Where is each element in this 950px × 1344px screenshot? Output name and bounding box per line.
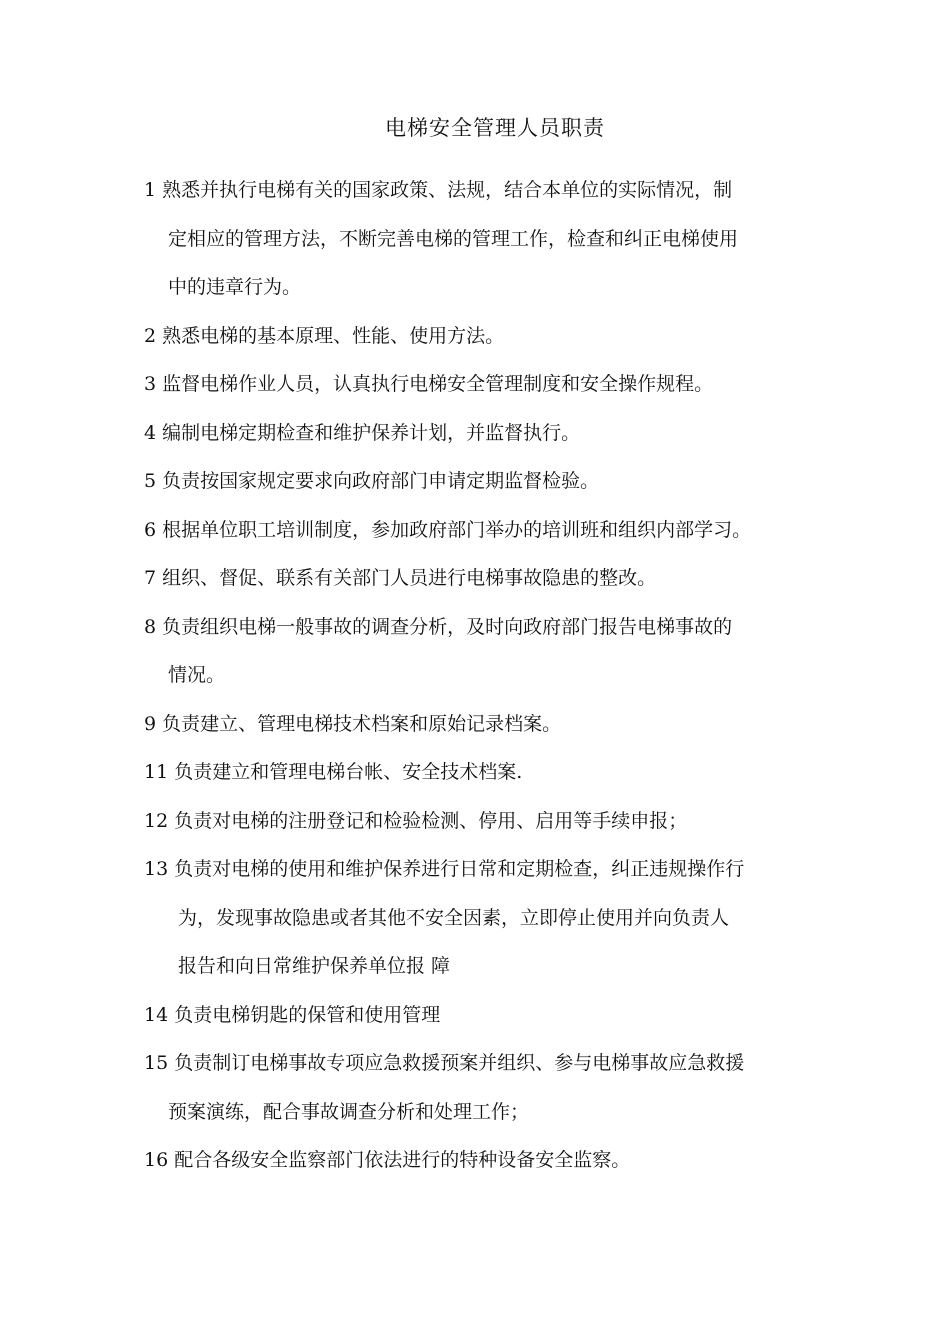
duty-item-13-line-2: 为，发现事故隐患或者其他不安全因素，立即停止使用并向负责人 <box>178 906 730 929</box>
duty-item-1-line-2: 定相应的管理方法，不断完善电梯的管理工作，检查和纠正电梯使用 <box>168 227 739 250</box>
duty-item-15 <box>144 1039 844 1136</box>
duty-item-14 <box>144 991 844 1040</box>
duty-item-13 <box>144 845 844 991</box>
duty-item-11-line-1: 11 负责建立和管理电梯台帐、安全技术档案. <box>144 761 523 783</box>
duty-item-3 <box>144 360 844 409</box>
duty-item-8 <box>144 603 844 700</box>
duty-item-13-line-1: 13 负责对电梯的使用和维护保养进行日常和定期检查，纠正违规操作行 <box>144 858 745 880</box>
duty-item-2 <box>144 312 844 361</box>
duty-item-4 <box>144 409 844 458</box>
duty-list <box>144 166 844 1185</box>
duty-item-12-line-1: 12 负责对电梯的注册登记和检验检测、停用、启用等手续申报； <box>144 809 688 832</box>
duty-item-2-line-1: 2 熟悉电梯的基本原理、性能、使用方法。 <box>144 324 505 347</box>
duty-item-15-line-2: 预案演练，配合事故调查分析和处理工作； <box>168 1100 530 1123</box>
duty-item-12 <box>144 797 844 846</box>
duty-item-11 <box>144 748 844 797</box>
duty-item-1-line-3: 中的违章行为。 <box>168 276 302 298</box>
duty-item-5 <box>144 457 844 506</box>
duty-item-9 <box>144 700 844 749</box>
duty-item-1-line-1: 1 熟悉并执行电梯有关的国家政策、法规，结合本单位的实际情况，制 <box>144 179 733 201</box>
duty-item-7 <box>144 554 844 603</box>
duty-item-9-line-1: 9 负责建立、管理电梯技术档案和原始记录档案。 <box>144 712 562 735</box>
duty-item-14-line-1: 14 负责电梯钥匙的保管和使用管理 <box>144 1003 441 1026</box>
duty-item-16-line-1: 16 配合各级安全监察部门依法进行的特种设备安全监察。 <box>144 1149 631 1171</box>
duty-item-15-line-1: 15 负责制订电梯事故专项应急救援预案并组织、参与电梯事故应急救援 <box>144 1052 745 1074</box>
duty-item-5-line-1: 5 负责按国家规定要求向政府部门申请定期监督检验。 <box>144 470 600 492</box>
duty-item-4-line-1: 4 编制电梯定期检查和维护保养计划，并监督执行。 <box>144 421 581 444</box>
duty-item-3-line-1: 3 监督电梯作业人员，认真执行电梯安全管理制度和安全操作规程。 <box>144 373 714 395</box>
duty-item-13-line-3: 报告和向日常维护保养单位报 障 <box>178 955 451 977</box>
duty-item-1 <box>144 166 844 312</box>
duty-item-8-line-2: 情况。 <box>168 664 226 686</box>
document-title: 电梯安全管理人员职责 <box>385 116 605 140</box>
duty-item-6-line-1: 6 根据单位职工培训制度，参加政府部门举办的培训班和组织内部学习。 <box>144 518 752 541</box>
duty-item-16 <box>144 1136 844 1185</box>
duty-item-6 <box>144 506 844 555</box>
duty-item-7-line-1: 7 组织、督促、联系有关部门人员进行电梯事故隐患的整改。 <box>144 567 657 589</box>
duty-item-8-line-1: 8 负责组织电梯一般事故的调查分析，及时向政府部门报告电梯事故的 <box>144 615 733 638</box>
